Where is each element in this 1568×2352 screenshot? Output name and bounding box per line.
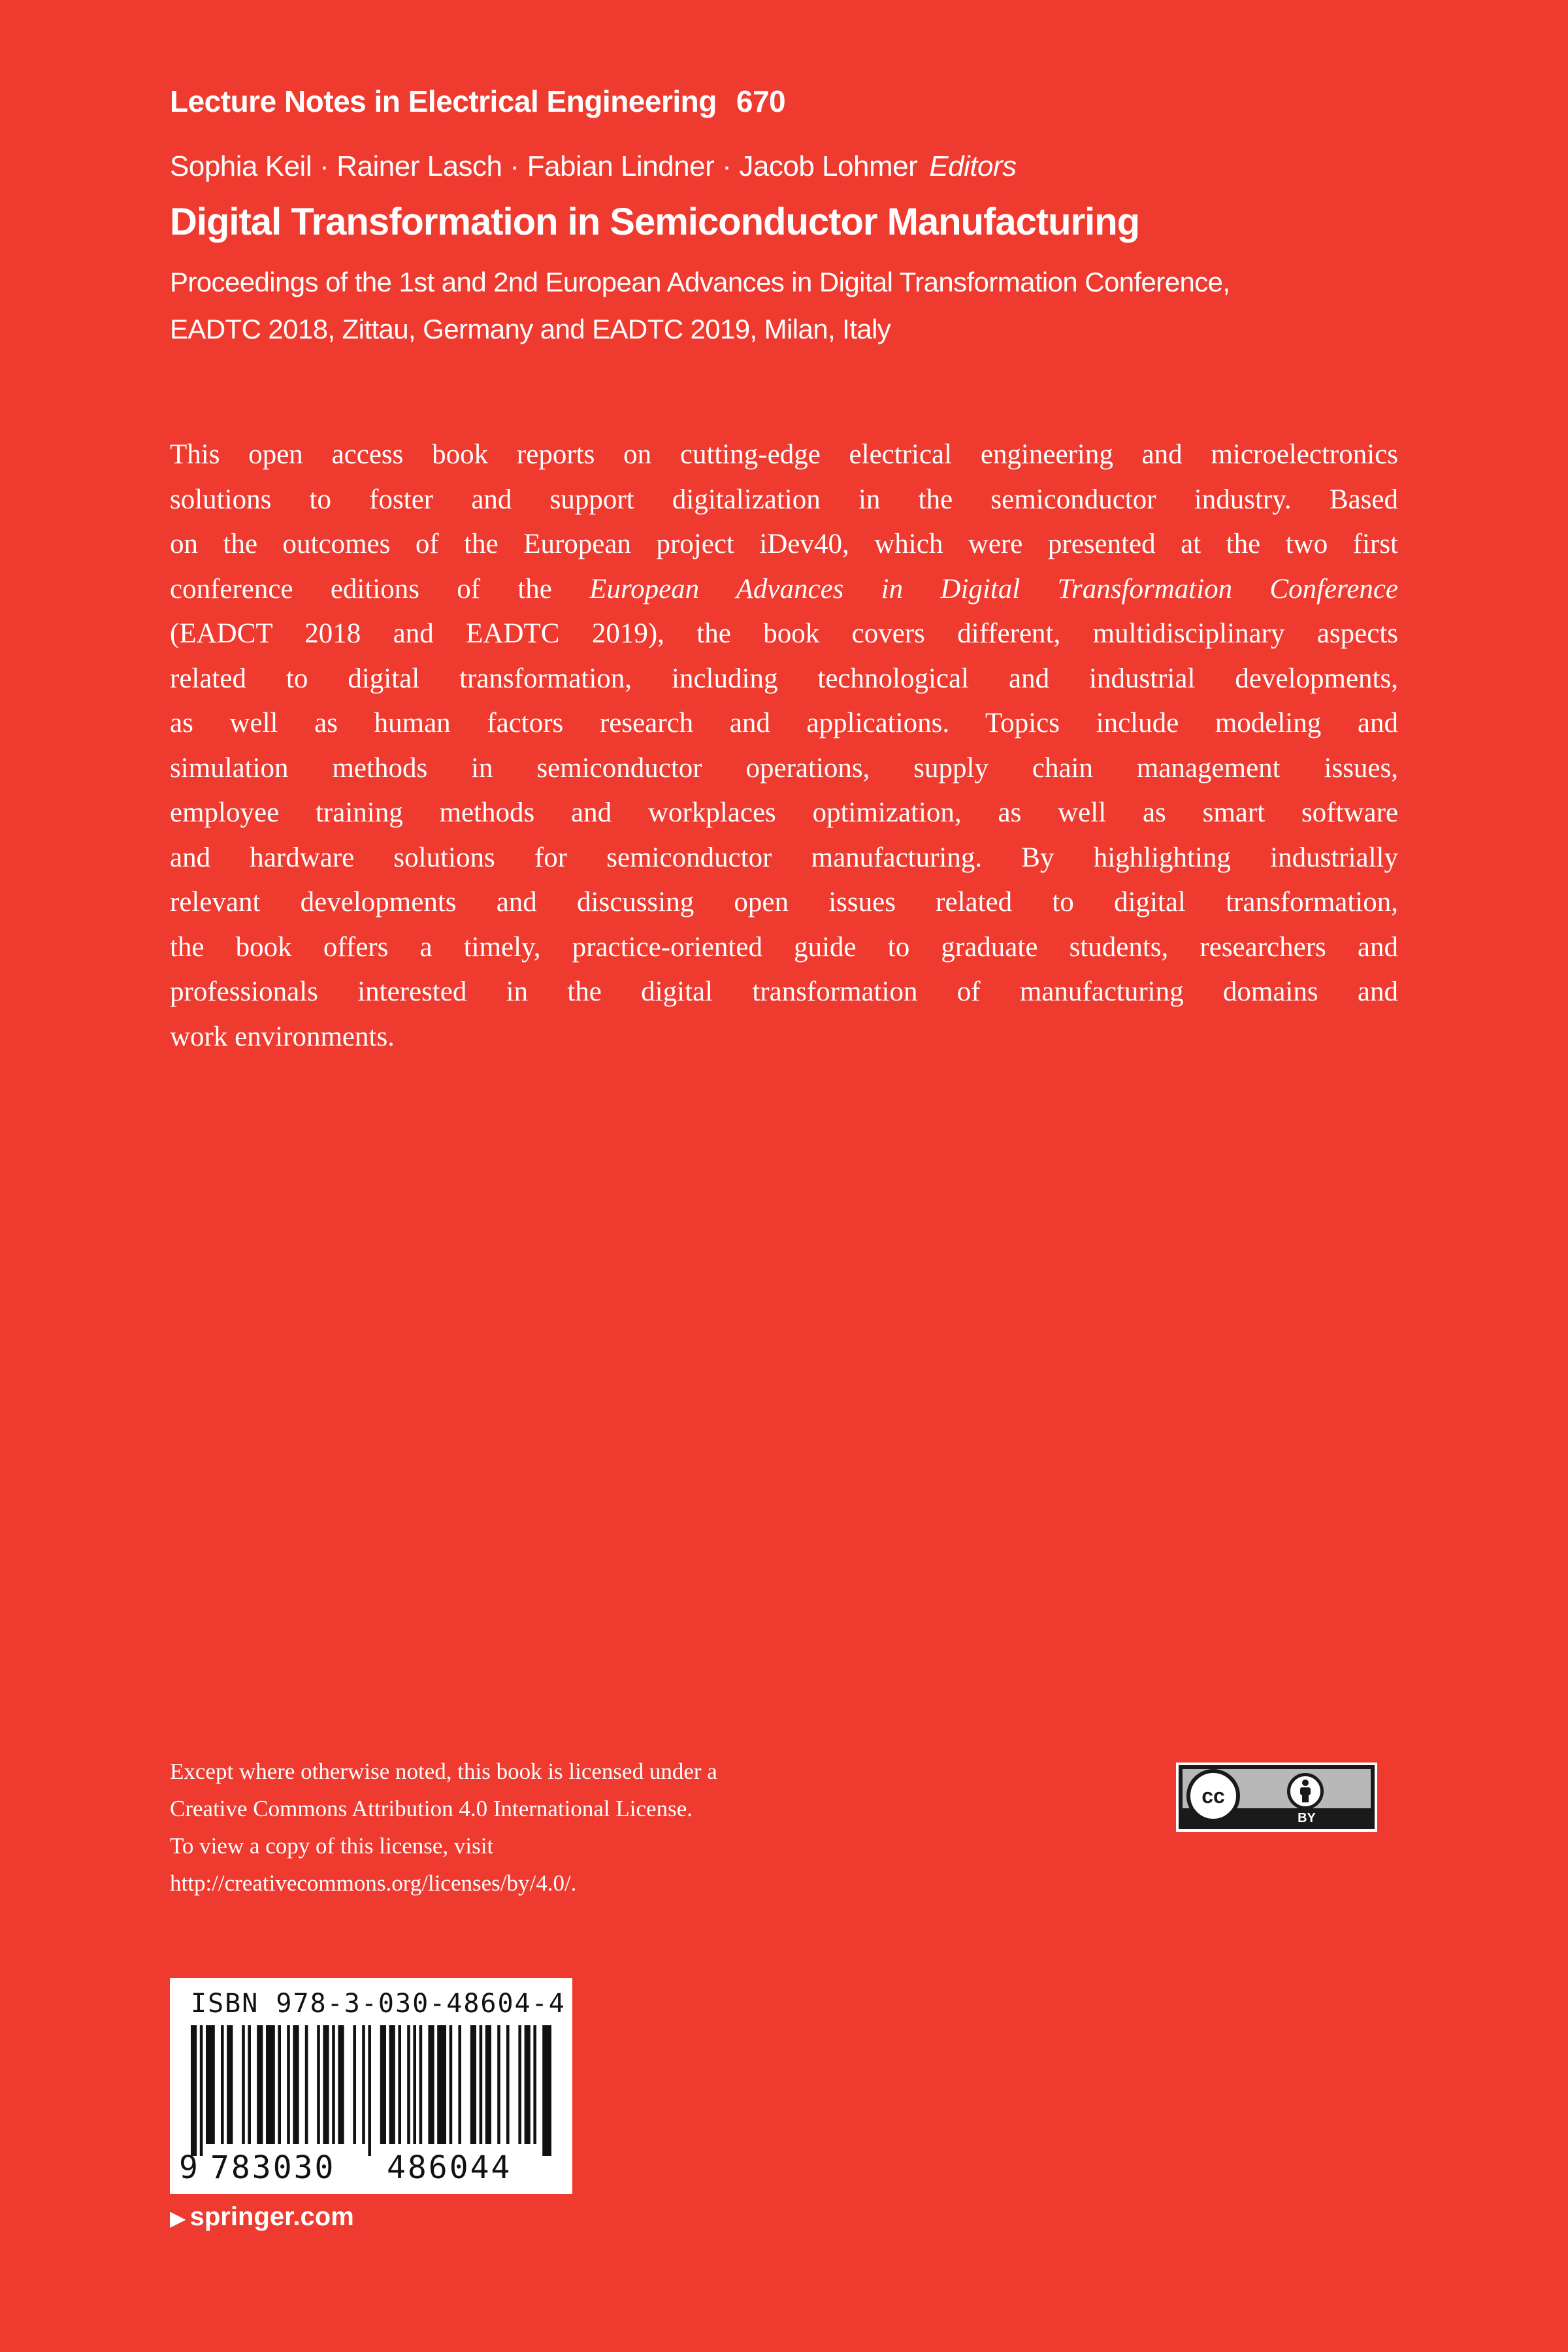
barcode-bar	[305, 2025, 308, 2144]
description-line: solutions to foster and support digitalization in the semiconductor industry. Based	[170, 484, 1398, 515]
attribution-person-icon	[1287, 1773, 1324, 1810]
series-name: Lecture Notes in Electrical Engineering	[170, 84, 717, 118]
editor-name: Jacob Lohmer	[739, 150, 918, 182]
barcode-bar	[419, 2025, 423, 2144]
barcode-bar	[353, 2025, 356, 2144]
barcode-bar	[525, 2025, 531, 2144]
barcode-bar	[542, 2025, 551, 2156]
barcode-bar	[257, 2025, 263, 2144]
barcode-bar	[428, 2025, 434, 2144]
creative-commons-by-icon	[1176, 1763, 1377, 1832]
springer-link[interactable]	[170, 2202, 354, 2232]
barcode-bar	[221, 2025, 224, 2144]
series-line	[170, 84, 785, 119]
description-line: related to digital transformation, including technological and industrial developments,	[170, 663, 1398, 694]
barcode-digit-group-left: 783030	[210, 2149, 336, 2186]
barcode-bar	[458, 2025, 461, 2144]
description-line: (EADCT 2018 and EADTC 2019), the book covers different, multidisciplinary aspects	[170, 618, 1398, 649]
barcode-bar	[338, 2025, 344, 2144]
barcode-bar	[497, 2025, 500, 2144]
barcode-bar	[470, 2025, 476, 2144]
barcode-bar	[206, 2025, 215, 2144]
editor-separator: ·	[722, 150, 732, 182]
editor-name: Fabian Lindner	[527, 150, 715, 182]
subtitle-line: Proceedings of the 1st and 2nd European Advances in Digital Transformation Conference,	[170, 267, 1230, 297]
book-subtitle	[170, 259, 1411, 353]
description-line: simulation methods in semiconductor operations, supply chain management issues,	[170, 752, 1398, 784]
triangle-arrow-icon: ▶	[170, 2206, 186, 2230]
book-description	[170, 433, 1398, 1059]
license-url[interactable]: http://creativecommons.org/licenses/by/4.0/.	[170, 1870, 577, 1896]
barcode-bar	[506, 2025, 510, 2144]
cc-logo-text: cc	[1201, 1783, 1225, 1808]
by-label: BY	[1298, 1811, 1316, 1825]
barcode-bar	[323, 2025, 329, 2144]
isbn-barcode	[170, 1978, 572, 2194]
description-line: work environments.	[170, 1021, 395, 1052]
license-notice	[170, 1753, 889, 1902]
barcode-bar	[485, 2025, 491, 2144]
barcode-bar	[317, 2025, 320, 2144]
barcode-bar	[191, 2025, 197, 2156]
barcode-bar	[278, 2025, 281, 2144]
barcode-bar	[242, 2025, 245, 2144]
barcode-bar	[407, 2025, 410, 2144]
barcode-bar	[227, 2025, 233, 2144]
barcode-bar	[380, 2025, 386, 2144]
barcode-bar	[332, 2025, 335, 2144]
cc-logo-icon	[1186, 1769, 1240, 1823]
license-line: Except where otherwise noted, this book is licensed under a	[170, 1759, 717, 1784]
description-line: employee training methods and workplaces optimization, as well as smart software	[170, 797, 1398, 828]
conference-name: European Advances in Digital Transformation Conference	[589, 573, 1399, 605]
description-line	[170, 567, 1398, 612]
editors-line	[170, 150, 1017, 183]
barcode-bar	[389, 2025, 395, 2144]
subtitle-line: EADTC 2018, Zittau, Germany and EADTC 2019, Milan, Italy	[170, 314, 891, 344]
barcode-bar	[437, 2025, 446, 2144]
isbn-number: ISBN 978-3-030-48604-4	[191, 1989, 566, 2019]
springer-link-label: springer.com	[189, 2202, 354, 2231]
barcode-digit-first: 9	[179, 2149, 198, 2186]
series-number: 670	[736, 84, 786, 118]
description-line: as well as human factors research and applications. Topics include modeling and	[170, 708, 1398, 738]
book-title: Digital Transformation in Semiconductor Manufacturing	[170, 201, 1140, 243]
barcode-bar	[266, 2025, 275, 2144]
description-line: This open access book reports on cutting-edge electrical engineering and microelectronics	[170, 439, 1398, 470]
description-text: conference editions of the	[170, 573, 552, 605]
description-line: relevant developments and discussing open issues related to digital transformation,	[170, 887, 1398, 918]
barcode-bar	[533, 2025, 536, 2144]
barcode-bar	[368, 2025, 371, 2156]
description-line: on the outcomes of the European project iDev40, which were presented at the two first	[170, 529, 1398, 559]
barcode-bar	[518, 2025, 521, 2144]
editor-name: Sophia Keil	[170, 150, 312, 182]
editors-role: Editors	[929, 150, 1017, 182]
barcode-bar	[398, 2025, 401, 2144]
barcode-bar	[248, 2025, 251, 2144]
license-line: Creative Commons Attribution 4.0 International License.	[170, 1796, 693, 1821]
editor-separator: ·	[510, 150, 519, 182]
description-line: and hardware solutions for semiconductor manufacturing. By highlighting industrially	[170, 842, 1398, 873]
description-line: professionals interested in the digital transformation of manufacturing domains and	[170, 976, 1398, 1007]
barcode-bar	[362, 2025, 365, 2144]
editor-name: Rainer Lasch	[336, 150, 502, 182]
description-line: the book offers a timely, practice-oriented guide to graduate students, researchers and	[170, 931, 1398, 963]
barcode-bars	[191, 2025, 551, 2156]
license-line: To view a copy of this license, visit	[170, 1833, 494, 1859]
barcode-bar	[413, 2025, 416, 2144]
barcode-bar	[480, 2025, 483, 2144]
barcode-bar	[293, 2025, 299, 2144]
barcode-bar	[200, 2025, 203, 2156]
barcode-bar	[287, 2025, 290, 2144]
barcode-digit-group-right: 486044	[387, 2149, 512, 2186]
editor-separator: ·	[319, 150, 329, 182]
barcode-bar	[449, 2025, 453, 2144]
